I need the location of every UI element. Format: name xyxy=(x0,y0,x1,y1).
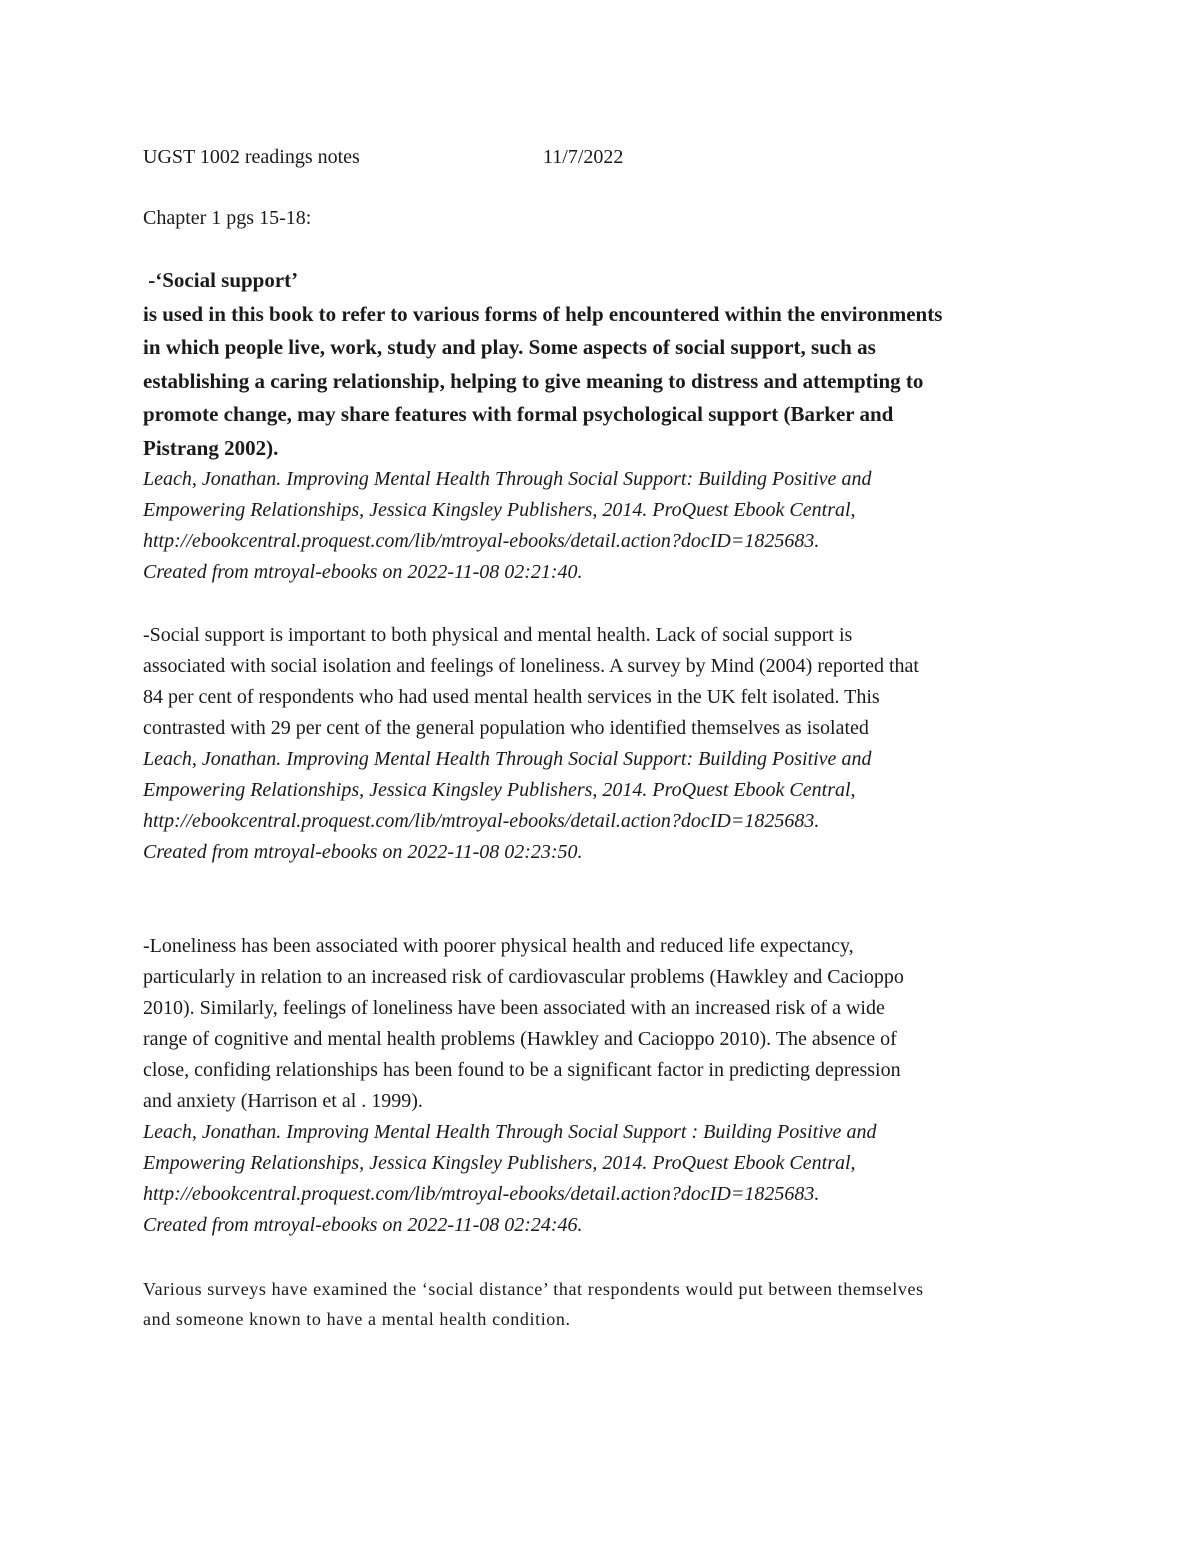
paragraph-line: range of cognitive and mental health problems (Hawkley and Cacioppo 2010). The absence of xyxy=(143,1028,897,1050)
citation-created: Created from mtroyal-ebooks on 2022-11-08 02:21:40. xyxy=(143,561,583,583)
citation-url: http://ebookcentral.proquest.com/lib/mtroyal-ebooks/detail.action?docID=1825683. xyxy=(143,530,820,552)
citation-line: Empowering Relationships, Jessica Kingsley Publishers, 2014. ProQuest Ebook Central, xyxy=(143,1152,856,1174)
citation-created: Created from mtroyal-ebooks on 2022-11-08 02:24:46. xyxy=(143,1214,583,1236)
citation-url: http://ebookcentral.proquest.com/lib/mtroyal-ebooks/detail.action?docID=1825683. xyxy=(143,810,820,832)
paragraph-1 xyxy=(143,620,1073,744)
paragraph-line: 2010). Similarly, feelings of loneliness have been associated with an increased risk of a wide xyxy=(143,997,885,1019)
definition-term: -‘Social support’ xyxy=(143,268,299,292)
citation-1 xyxy=(143,464,1073,588)
definition-line: Pistrang 2002). xyxy=(143,435,279,460)
document-title: UGST 1002 readings notes xyxy=(143,146,360,168)
definition-line: establishing a caring relationship, helping to give meaning to distress and attempting to xyxy=(143,368,924,393)
document-date: 11/7/2022 xyxy=(543,146,624,168)
citation-line: Leach, Jonathan. Improving Mental Health Through Social Support: Building Positive and xyxy=(143,748,872,770)
definition-block xyxy=(143,264,1073,465)
paragraph-line: associated with social isolation and feelings of loneliness. A survey by Mind (2004) reported that xyxy=(143,655,919,677)
paragraph-2 xyxy=(143,931,1073,1117)
citation-line: Empowering Relationships, Jessica Kingsley Publishers, 2014. ProQuest Ebook Central, xyxy=(143,499,856,521)
paragraph-line: and anxiety (Harrison et al . 1999). xyxy=(143,1090,423,1112)
paragraph-3 xyxy=(143,1274,1073,1334)
citation-2 xyxy=(143,744,1073,868)
paragraph-line: Various surveys have examined the ‘social distance’ that respondents would put between themselves xyxy=(143,1279,924,1299)
citation-line: Leach, Jonathan. Improving Mental Health Through Social Support: Building Positive and xyxy=(143,468,872,490)
paragraph-line: close, confiding relationships has been found to be a significant factor in predicting depression xyxy=(143,1059,901,1081)
citation-line: Leach, Jonathan. Improving Mental Health Through Social Support : Building Positive and xyxy=(143,1121,877,1143)
chapter-heading: Chapter 1 pgs 15-18: xyxy=(143,207,312,229)
document-header xyxy=(143,142,1073,172)
citation-3 xyxy=(143,1117,1073,1241)
paragraph-line: contrasted with 29 per cent of the general population who identified themselves as isolated xyxy=(143,717,869,739)
paragraph-line: particularly in relation to an increased risk of cardiovascular problems (Hawkley and Cacioppo xyxy=(143,966,904,988)
paragraph-line: -Social support is important to both physical and mental health. Lack of social support is xyxy=(143,624,853,646)
definition-line: promote change, may share features with formal psychological support (Barker and xyxy=(143,402,894,426)
paragraph-line: 84 per cent of respondents who had used mental health services in the UK felt isolated. This xyxy=(143,686,880,708)
citation-line: Empowering Relationships, Jessica Kingsley Publishers, 2014. ProQuest Ebook Central, xyxy=(143,779,856,801)
citation-created: Created from mtroyal-ebooks on 2022-11-08 02:23:50. xyxy=(143,841,583,863)
citation-url: http://ebookcentral.proquest.com/lib/mtroyal-ebooks/detail.action?docID=1825683. xyxy=(143,1183,820,1205)
paragraph-line: and someone known to have a mental health condition. xyxy=(143,1309,571,1329)
definition-line: is used in this book to refer to various forms of help encountered within the environments xyxy=(143,301,943,326)
paragraph-line: -Loneliness has been associated with poorer physical health and reduced life expectancy, xyxy=(143,935,854,957)
definition-line: in which people live, work, study and play. Some aspects of social support, such as xyxy=(143,335,876,359)
